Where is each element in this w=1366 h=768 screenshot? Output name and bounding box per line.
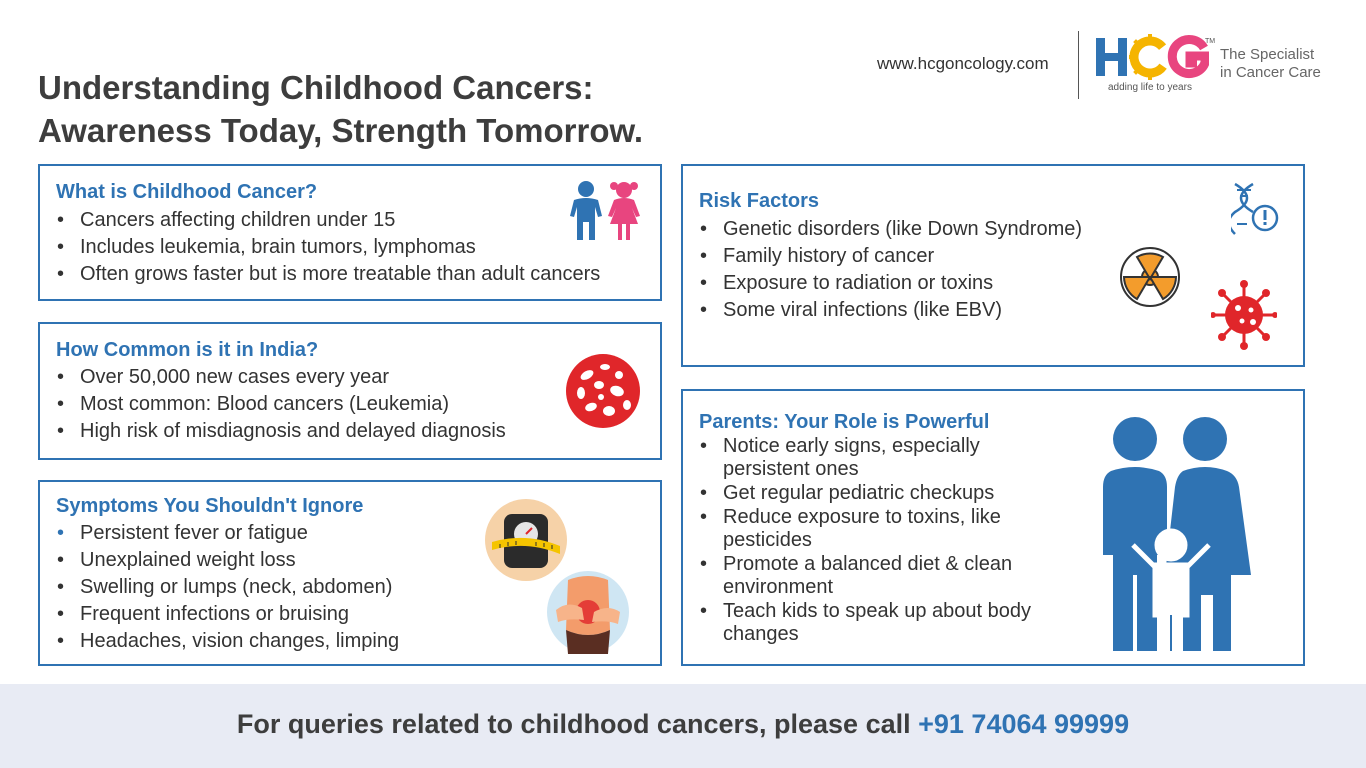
list-item-text: Promote a balanced diet & clean environment	[723, 553, 1013, 598]
phone-number-link[interactable]: +91 74064 99999	[918, 709, 1130, 739]
bullet-list	[699, 435, 1039, 647]
brand-tagline-line-2: in Cancer Care	[1220, 64, 1321, 81]
list-item	[56, 520, 399, 547]
card-how-common-in-india	[38, 322, 662, 460]
list-item	[699, 297, 1082, 324]
list-item-text: Cancers affecting children under 15	[80, 209, 396, 231]
stomach-pain-icon	[546, 570, 630, 654]
blood-cells-icon	[565, 353, 641, 429]
page-title	[38, 66, 643, 152]
bullet-icon: •	[57, 366, 65, 388]
list-item	[56, 391, 506, 418]
list-item-text: Teach kids to speak up about body changes	[723, 600, 1031, 645]
list-item	[699, 482, 1039, 505]
list-item-text: Includes leukemia, brain tumors, lymphomas	[80, 236, 476, 258]
list-item-text: Reduce exposure to toxins, like pesticides	[723, 506, 1001, 551]
bullet-icon: •	[57, 393, 65, 415]
list-item-text: Some viral infections (like EBV)	[723, 299, 1002, 321]
card-heading: How Common is it in India?	[56, 339, 319, 361]
logo-tagline: adding life to years	[1108, 82, 1192, 93]
list-item-text: Headaches, vision changes, limping	[80, 630, 400, 652]
title-line-2: Awareness Today, Strength Tomorrow.	[38, 112, 644, 149]
list-item-text: Swelling or lumps (neck, abdomen)	[80, 576, 393, 598]
list-item	[56, 234, 600, 261]
card-heading: Symptoms You Shouldn't Ignore	[56, 495, 364, 517]
card-heading: Risk Factors	[699, 190, 820, 212]
bullet-icon: •	[57, 263, 65, 285]
hcg-logo	[1094, 34, 1209, 98]
list-item	[56, 574, 399, 601]
bullet-icon: •	[700, 600, 708, 622]
list-item-text: Unexplained weight loss	[80, 549, 296, 571]
card-heading: Parents: Your Role is Powerful	[699, 411, 990, 433]
card-risk-factors	[681, 164, 1305, 367]
list-item-text: Notice early signs, especially persistent ones	[723, 435, 980, 480]
bullet-list	[699, 216, 1082, 324]
bullet-icon: •	[700, 506, 708, 528]
children-icon	[568, 180, 644, 242]
list-item	[56, 364, 506, 391]
website-link[interactable]: www.hcgoncology.com	[877, 54, 1049, 73]
list-item-text: Often grows faster but is more treatable than adult cancers	[80, 263, 601, 285]
footer-text	[0, 709, 1366, 740]
card-heading: What is Childhood Cancer?	[56, 181, 318, 203]
footer-banner	[0, 684, 1366, 768]
bullet-icon: •	[700, 435, 708, 457]
logo-trademark: TM	[1205, 38, 1216, 45]
list-item	[699, 435, 1039, 481]
list-item	[699, 506, 1039, 552]
bullet-icon: •	[57, 549, 65, 571]
list-item	[56, 628, 399, 655]
radiation-icon	[1117, 246, 1183, 308]
bullet-icon: •	[57, 576, 65, 598]
bullet-icon: •	[700, 272, 708, 294]
brand-tagline	[1220, 46, 1321, 82]
family-icon	[1093, 415, 1257, 655]
bullet-icon: •	[57, 522, 65, 544]
bullet-icon: •	[57, 420, 65, 442]
card-parents-role	[681, 389, 1305, 666]
brand-tagline-line-1: The Specialist	[1220, 46, 1315, 63]
list-item	[699, 600, 1039, 646]
list-item-text: Genetic disorders (like Down Syndrome)	[723, 218, 1083, 240]
bullet-icon: •	[700, 218, 708, 240]
list-item-text: Get regular pediatric checkups	[723, 482, 995, 504]
list-item	[699, 270, 1082, 297]
card-symptoms	[38, 480, 662, 666]
bullet-icon: •	[700, 245, 708, 267]
list-item	[56, 207, 600, 234]
list-item-text: Persistent fever or fatigue	[80, 522, 308, 544]
bullet-icon: •	[700, 299, 708, 321]
list-item	[56, 601, 399, 628]
list-item	[699, 553, 1039, 599]
bullet-icon: •	[57, 209, 65, 231]
list-item-text: Family history of cancer	[723, 245, 935, 267]
list-item-text: Most common: Blood cancers (Leukemia)	[80, 393, 450, 415]
bullet-list	[56, 207, 600, 288]
bullet-list	[56, 364, 506, 445]
list-item	[56, 418, 506, 445]
bullet-icon: •	[700, 553, 708, 575]
hcg-logo-mark-icon	[1094, 34, 1209, 80]
bullet-icon: •	[57, 630, 65, 652]
list-item-text: Frequent infections or bruising	[80, 603, 350, 625]
list-item-text: Over 50,000 new cases every year	[80, 366, 390, 388]
list-item-text: High risk of misdiagnosis and delayed diagnosis	[80, 420, 506, 442]
header-divider	[1078, 31, 1079, 99]
bullet-icon: •	[57, 603, 65, 625]
list-item-text: Exposure to radiation or toxins	[723, 272, 994, 294]
footer-message: For queries related to childhood cancers, please call	[236, 709, 919, 739]
card-what-is-childhood-cancer	[38, 164, 662, 301]
list-item	[56, 261, 600, 288]
title-line-1: Understanding Childhood Cancers:	[38, 69, 594, 106]
dna-warning-icon	[1231, 182, 1281, 236]
bullet-icon: •	[57, 236, 65, 258]
virus-icon	[1211, 280, 1277, 350]
list-item	[699, 243, 1082, 270]
bullet-icon: •	[700, 482, 708, 504]
list-item	[56, 547, 399, 574]
list-item	[699, 216, 1082, 243]
bullet-list	[56, 520, 399, 655]
